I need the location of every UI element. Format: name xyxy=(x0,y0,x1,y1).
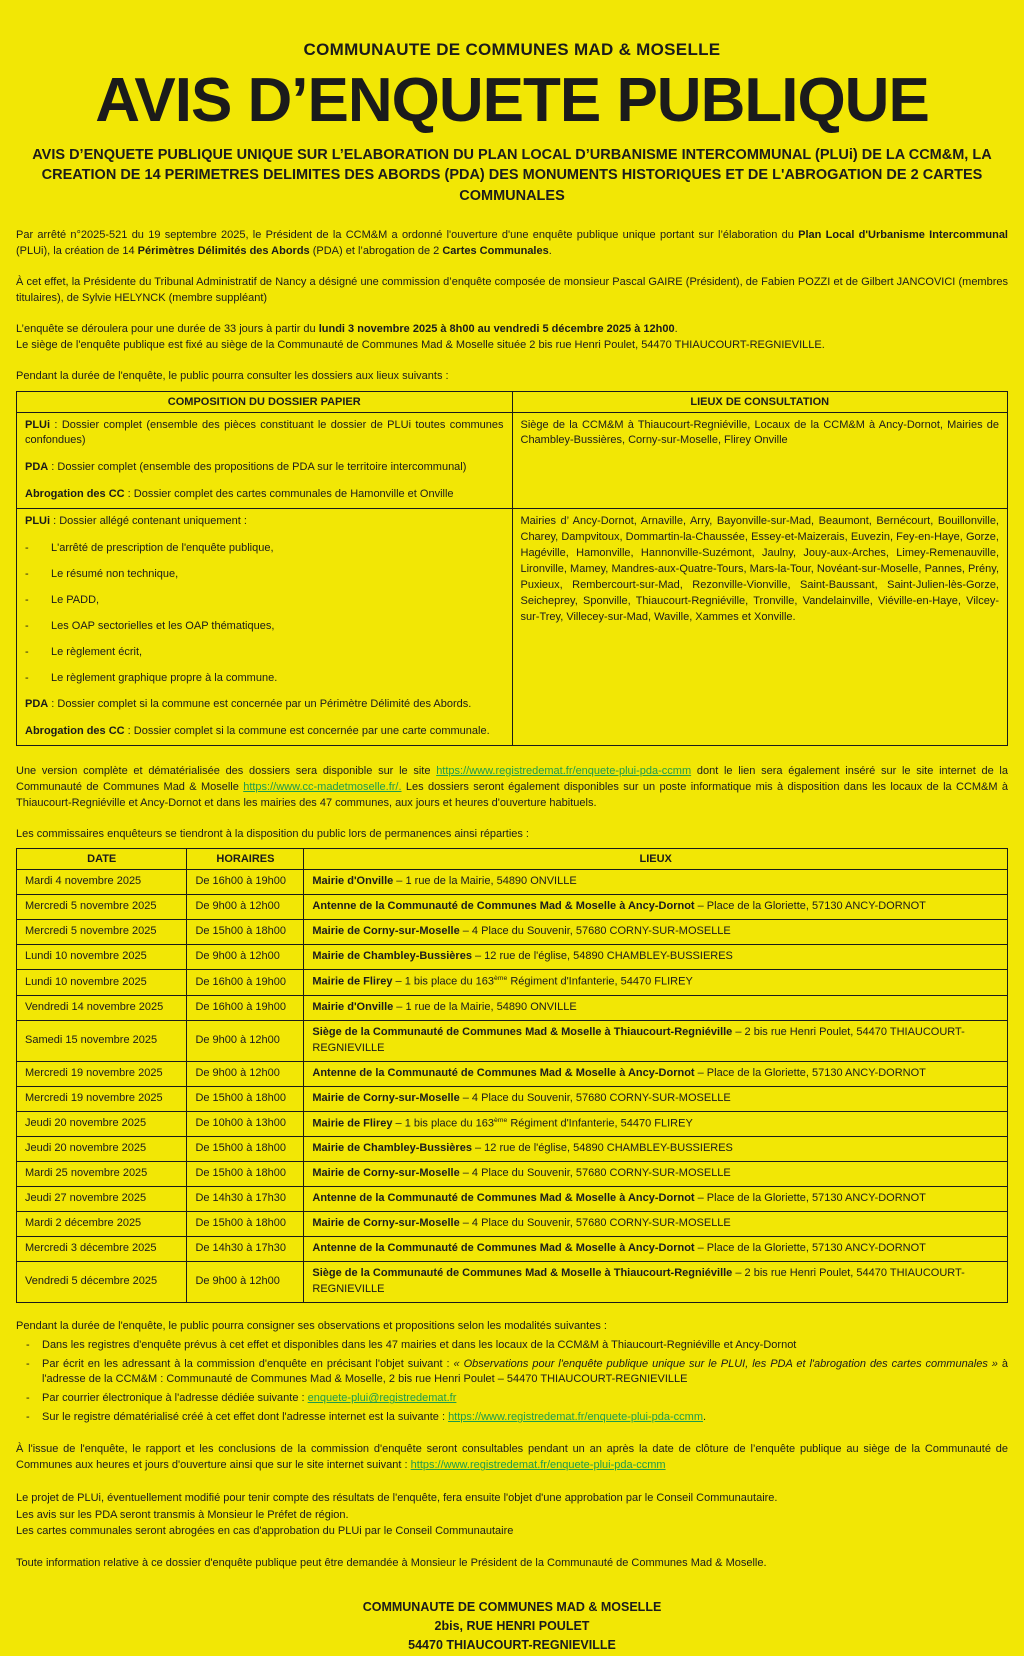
intro-paragraph-consultation: Pendant la durée de l'enquête, le public pourra consulter les dossiers aux lieux suivants : xyxy=(16,369,449,382)
permanence-time: De 9h00 à 12h00 xyxy=(187,1261,304,1302)
page-title: AVIS D’ENQUETE PUBLIQUE xyxy=(95,66,929,135)
dash-bullet: - xyxy=(26,1392,30,1405)
permanence-place: Mairie de Corny-sur-Moselle – 4 Place du Souvenir, 57680 CORNY-SUR-MOSELLE xyxy=(304,1162,1008,1187)
permanences-header-row xyxy=(17,849,1008,870)
permanence-date: Jeudi 20 novembre 2025 xyxy=(17,1137,187,1162)
dash-bullet: - xyxy=(25,568,29,581)
permanences-intro: Les commissaires enquêteurs se tiendront à la disposition du public lors de permanences ainsi réparties : xyxy=(16,827,529,840)
permanence-row xyxy=(17,995,1008,1020)
dossier-allege-list-item: - Les OAP sectorielles et les OAP thématiques, xyxy=(25,619,504,635)
permanence-date: Mardi 25 novembre 2025 xyxy=(17,1162,187,1187)
projet-line: Le projet de PLUi, éventuellement modifié pour tenir compte des résultats de l'enquête, fera ensuite l'objet d'une approbation par le Conseil Communautaire. xyxy=(16,1492,778,1505)
dossier-complet-item: Abrogation des CC : Dossier complet des cartes communales de Hamonville et Onville xyxy=(25,488,454,501)
permanence-time: De 15h00 à 18h00 xyxy=(187,1162,304,1187)
permanence-date: Samedi 15 novembre 2025 xyxy=(17,1020,187,1061)
permanences-header-date: DATE xyxy=(17,849,187,870)
permanence-time: De 14h30 à 17h30 xyxy=(187,1186,304,1211)
permanence-row xyxy=(17,870,1008,895)
permanence-place: Mairie de Chambley-Bussières – 12 rue de l'église, 54890 CHAMBLEY-BUSSIERES xyxy=(304,1137,1008,1162)
permanence-date: Lundi 10 novembre 2025 xyxy=(17,970,187,996)
modalite-item: - Dans les registres d'enquête prévus à cet effet et disponibles dans les 47 mairies et dans les locaux de la CCM&M à Thiaucourt-Regniéville et Ancy-Dornot xyxy=(16,1338,1008,1354)
permanence-date: Jeudi 27 novembre 2025 xyxy=(17,1186,187,1211)
hyperlink[interactable]: enquete-plui@registredemat.fr xyxy=(307,1392,457,1405)
organization-name: COMMUNAUTE DE COMMUNES MAD & MOSELLE xyxy=(303,40,721,59)
dash-bullet: - xyxy=(26,1338,30,1351)
permanence-place: Antenne de la Communauté de Communes Mad & Moselle à Ancy-Dornot – Place de la Gloriette, 57130 ANCY-DORNOT xyxy=(304,895,1008,920)
modalite-item: - Sur le registre dématérialisé créé à cet effet dont l'adresse internet est la suivante : https://www.registredemat.fr/enquete-plui-pda-ccmm. xyxy=(16,1410,1008,1426)
permanence-row xyxy=(17,1186,1008,1211)
dossier-complet-item: PLUi : Dossier complet (ensemble des pièces constituant le dossier de PLUi toutes communes confondues) xyxy=(25,418,504,447)
permanence-time: De 16h00 à 19h00 xyxy=(187,995,304,1020)
dossier-table-header-lieux: LIEUX DE CONSULTATION xyxy=(512,391,1008,412)
footer-line: 2bis, RUE HENRI POULET xyxy=(434,1618,590,1633)
permanence-row xyxy=(17,920,1008,945)
issue-paragraph: À l'issue de l'enquête, le rapport et les conclusions de la commission d'enquête seront consultables pendant un an après la date de clôture de l’enquête publique au siège de la Communauté de Communes aux heures et jours d'ouverture ainsi que sur le site internet suivant : https://www.registredemat.fr/enquete-plui-pda-ccmm xyxy=(16,1443,1008,1472)
permanence-date: Mercredi 5 novembre 2025 xyxy=(17,920,187,945)
permanence-time: De 9h00 à 12h00 xyxy=(187,1061,304,1086)
dossier-table-row-complet xyxy=(17,412,1008,509)
modalites-intro: Pendant la durée de l'enquête, le public pourra consigner ses observations et propositions selon les modalités suivantes : xyxy=(16,1319,607,1332)
dash-bullet: - xyxy=(25,594,29,607)
modalite-item: - Par écrit en les adressant à la commission d'enquête en précisant l'objet suivant : « Observations pour l'enquête publique unique sur le PLUI, les PDA et l'abrogation des cartes communales » à l'adresse de la CCM&M : Communauté de Communes Mad & Moselle, 2 bis rue Henri Poulet – 54470 THIAUCOURT-REGNIEVILLE xyxy=(16,1357,1008,1389)
dossier-complet-item: PDA : Dossier complet (ensemble des propositions de PDA sur le territoire intercommunal) xyxy=(25,461,467,474)
permanence-time: De 16h00 à 19h00 xyxy=(187,870,304,895)
permanence-date: Mercredi 5 novembre 2025 xyxy=(17,895,187,920)
dash-bullet: - xyxy=(26,1357,30,1370)
lieux-mairies-cell: Mairies d’ Ancy-Dornot, Arnaville, Arry, Bayonville-sur-Mad, Beaumont, Bernécourt, Bouillonville, Charey, Dampvitoux, Dommartin-la-Chaussée, Essey-et-Maizerais, Euvezin, Fey-en-Haye, Gorze, Hagéville, Hamonville, Hannonville-Suzémont, Jaulny, Jouy-aux-Arches, Limey-Remenauville, Lironville, Mamey, Mandres-aux-Quatre-Tours, Mars-la-Tour, Novéant-sur-Moselle, Pannes, Prény, Puxieux, Rembercourt-sur-Mad, Rezonville-Vionville, Saint-Baussant, Saint-Julien-lès-Gorze, Seicheprey, Sponville, Thiaucourt-Regniéville, Tronville, Vandelainville, Viéville-en-Haye, Vilcey-sur-Trey, Villecey-sur-Mad, Waville, Xammes et Xonville. xyxy=(512,509,1008,745)
dossier-allege-list-item: - L'arrêté de prescription de l'enquête publique, xyxy=(25,541,504,557)
version-dematerialisee-paragraph: Une version complète et dématérialisée des dossiers sera disponible sur le site https://www.registredemat.fr/enquete-plui-pda-ccmm dont le lien sera également inséré sur le site internet de la Communauté de Communes Mad & Moselle https://www.cc-madetmoselle.fr/. Les dossiers seront également disponibles sur un poste informatique mis à disposition dans les locaux de la CCM&M à Thiaucourt-Regniéville et Ancy-Dornot et dans les mairies des 47 communes, aux jours et heures d'ouverture habituels. xyxy=(16,764,1009,809)
dash-bullet: - xyxy=(25,620,29,633)
permanence-place: Mairie de Flirey – 1 bis place du 163ème Régiment d'Infanterie, 54470 FLIREY xyxy=(304,1111,1008,1137)
projet-line: Les avis sur les PDA seront transmis à Monsieur le Préfet de région. xyxy=(16,1508,349,1521)
permanence-row xyxy=(17,1211,1008,1236)
permanence-date: Mercredi 19 novembre 2025 xyxy=(17,1061,187,1086)
permanence-time: De 15h00 à 18h00 xyxy=(187,1137,304,1162)
footer-line: 54470 THIAUCOURT-REGNIEVILLE xyxy=(408,1638,616,1653)
permanence-time: De 15h00 à 18h00 xyxy=(187,1086,304,1111)
permanences-header-lieux: LIEUX xyxy=(304,849,1008,870)
permanence-date: Lundi 10 novembre 2025 xyxy=(17,945,187,970)
permanence-row xyxy=(17,1086,1008,1111)
lieux-principaux-cell: Siège de la CCM&M à Thiaucourt-Regniéville, Locaux de la CCM&M à Ancy-Dornot, Mairies de Chambley-Bussières, Corny-sur-Moselle, Flirey Onville xyxy=(512,412,1008,509)
permanence-place: Mairie de Corny-sur-Moselle – 4 Place du Souvenir, 57680 CORNY-SUR-MOSELLE xyxy=(304,1086,1008,1111)
permanence-place: Antenne de la Communauté de Communes Mad & Moselle à Ancy-Dornot – Place de la Gloriette, 57130 ANCY-DORNOT xyxy=(304,1236,1008,1261)
dossier-table-header-row xyxy=(17,391,1008,412)
permanence-date: Mercredi 19 novembre 2025 xyxy=(17,1086,187,1111)
info-line: Toute information relative à ce dossier d'enquête publique peut être demandée à Monsieur le Président de la Communauté de Communes Mad & Moselle. xyxy=(16,1556,767,1569)
permanence-place: Siège de la Communauté de Communes Mad & Moselle à Thiaucourt-Regniéville – 2 bis rue Henri Poulet, 54470 THIAUCOURT-REGNIEVILLE xyxy=(304,1261,1008,1302)
dossier-cc-line: Abrogation des CC : Dossier complet si la commune est concernée par une carte communale. xyxy=(25,724,490,737)
dossier-allege-cell xyxy=(17,509,513,745)
permanence-place: Mairie de Chambley-Bussières – 12 rue de l'église, 54890 CHAMBLEY-BUSSIERES xyxy=(304,945,1008,970)
permanence-time: De 9h00 à 12h00 xyxy=(187,945,304,970)
dash-bullet: - xyxy=(25,542,29,555)
footer-address xyxy=(16,1598,1008,1656)
permanence-time: De 15h00 à 18h00 xyxy=(187,1211,304,1236)
permanence-row xyxy=(17,1111,1008,1137)
permanence-row xyxy=(17,1162,1008,1187)
dash-bullet: - xyxy=(26,1411,30,1424)
permanence-time: De 16h00 à 19h00 xyxy=(187,970,304,996)
hyperlink[interactable]: https://www.registredemat.fr/enquete-plui-pda-ccmm xyxy=(410,1459,666,1472)
permanence-row xyxy=(17,1236,1008,1261)
permanence-row xyxy=(17,895,1008,920)
dossier-allege-list-item: - Le résumé non technique, xyxy=(25,567,504,583)
permanences-header-horaires: HORAIRES xyxy=(187,849,304,870)
dossier-table-row-allege xyxy=(17,509,1008,745)
dossier-allege-intro: PLUi : Dossier allégé contenant uniquement : xyxy=(25,515,247,528)
permanence-time: De 9h00 à 12h00 xyxy=(187,895,304,920)
permanence-date: Mardi 2 décembre 2025 xyxy=(17,1211,187,1236)
intro-paragraph-commission: À cet effet, la Présidente du Tribunal Administratif de Nancy a désigné une commission d’enquête composée de monsieur Pascal GAIRE (Président), de Fabien POZZI et de Gilbert JANCOVICI (membres titulaires), de Sylvie HELYNCK (membre suppléant) xyxy=(16,275,1008,304)
dossier-complet-cell xyxy=(17,412,513,509)
dossier-composition-table xyxy=(16,391,1008,746)
permanence-date: Mardi 4 novembre 2025 xyxy=(17,870,187,895)
permanence-date: Mercredi 3 décembre 2025 xyxy=(17,1236,187,1261)
permanence-place: Mairie de Corny-sur-Moselle – 4 Place du Souvenir, 57680 CORNY-SUR-MOSELLE xyxy=(304,920,1008,945)
permanence-place: Siège de la Communauté de Communes Mad & Moselle à Thiaucourt-Regniéville – 2 bis rue Henri Poulet, 54470 THIAUCOURT-REGNIEVILLE xyxy=(304,1020,1008,1061)
modalites-section xyxy=(16,1319,1008,1427)
dossier-pda-line: PDA : Dossier complet si la commune est concernée par un Périmètre Délimité des Abords. xyxy=(25,697,472,710)
permanence-row xyxy=(17,1020,1008,1061)
permanence-time: De 9h00 à 12h00 xyxy=(187,1020,304,1061)
permanence-place: Mairie d'Onville – 1 rue de la Mairie, 54890 ONVILLE xyxy=(304,870,1008,895)
permanence-row xyxy=(17,1261,1008,1302)
dossier-allege-list-item: - Le PADD, xyxy=(25,593,504,609)
projet-line: Les cartes communales seront abrogées en cas d'approbation du PLUi par le Conseil Communautaire xyxy=(16,1525,514,1538)
permanence-time: De 15h00 à 18h00 xyxy=(187,920,304,945)
permanence-time: De 14h30 à 17h30 xyxy=(187,1236,304,1261)
hyperlink[interactable]: https://www.cc-madetmoselle.fr/. xyxy=(243,780,402,793)
permanence-date: Vendredi 14 novembre 2025 xyxy=(17,995,187,1020)
permanence-place: Antenne de la Communauté de Communes Mad & Moselle à Ancy-Dornot – Place de la Gloriette, 57130 ANCY-DORNOT xyxy=(304,1186,1008,1211)
dash-bullet: - xyxy=(25,645,29,658)
projet-section xyxy=(16,1490,1008,1540)
permanence-time: De 10h00 à 13h00 xyxy=(187,1111,304,1137)
permanence-place: Mairie de Flirey – 1 bis place du 163ème Régiment d'Infanterie, 54470 FLIREY xyxy=(304,970,1008,996)
permanence-place: Mairie de Corny-sur-Moselle – 4 Place du Souvenir, 57680 CORNY-SUR-MOSELLE xyxy=(304,1211,1008,1236)
hyperlink[interactable]: https://www.registredemat.fr/enquete-plui-pda-ccmm xyxy=(436,764,692,777)
hyperlink[interactable]: https://www.registredemat.fr/enquete-plui-pda-ccmm xyxy=(448,1411,703,1424)
permanence-date: Jeudi 20 novembre 2025 xyxy=(17,1111,187,1137)
permanence-row xyxy=(17,1137,1008,1162)
dossier-allege-list-item: - Le règlement graphique propre à la commune. xyxy=(25,671,504,687)
intro-paragraph-duree: L’enquête se déroulera pour une durée de 33 jours à partir du lundi 3 novembre 2025 à 8h00 au vendredi 5 décembre 2025 à 12h00. Le siège de l'enquête publique est fixé au siège de la Communauté de Communes Mad & Moselle située 2 bis rue Henri Poulet, 54470 THIAUCOURT-REGNIEVILLE. xyxy=(16,322,825,351)
footer-line: COMMUNAUTE DE COMMUNES MAD & MOSELLE xyxy=(362,1599,662,1614)
permanence-row xyxy=(17,1061,1008,1086)
permanences-table xyxy=(16,848,1008,1302)
dossier-allege-list-item: - Le règlement écrit, xyxy=(25,645,504,661)
permanence-row xyxy=(17,945,1008,970)
permanence-row xyxy=(17,970,1008,996)
notice-subtitle: AVIS D’ENQUETE PUBLIQUE UNIQUE SUR L’ELABORATION DU PLAN LOCAL D’URBANISME INTERCOMMUNAL (PLUi) DE LA CCM&M, LA CREATION DE 14 PERIMETRES DELIMITES DES ABORDS (PDA) DES MONUMENTS HISTORIQUES ET DE L'ABROGATION DE 2 CARTES COMMUNALES xyxy=(32,147,992,204)
dossier-table-header-composition: COMPOSITION DU DOSSIER PAPIER xyxy=(17,391,513,412)
modalite-item: - Par courrier électronique à l'adresse dédiée suivante : enquete-plui@registredemat.fr xyxy=(16,1391,1008,1407)
dossier-allege-list xyxy=(25,541,504,687)
intro-paragraph-arrete: Par arrêté n°2025-521 du 19 septembre 2025, le Président de la CCM&M a ordonné l'ouverture d'une enquête publique unique portant sur l’élaboration du Plan Local d'Urbanisme Intercommunal (PLUi), la création de 14 Périmètres Délimités des Abords (PDA) et l’abrogation de 2 Cartes Communales. xyxy=(16,228,1008,257)
permanence-date: Vendredi 5 décembre 2025 xyxy=(17,1261,187,1302)
permanence-place: Mairie d'Onville – 1 rue de la Mairie, 54890 ONVILLE xyxy=(304,995,1008,1020)
dash-bullet: - xyxy=(25,671,29,684)
permanence-place: Antenne de la Communauté de Communes Mad & Moselle à Ancy-Dornot – Place de la Gloriette, 57130 ANCY-DORNOT xyxy=(304,1061,1008,1086)
